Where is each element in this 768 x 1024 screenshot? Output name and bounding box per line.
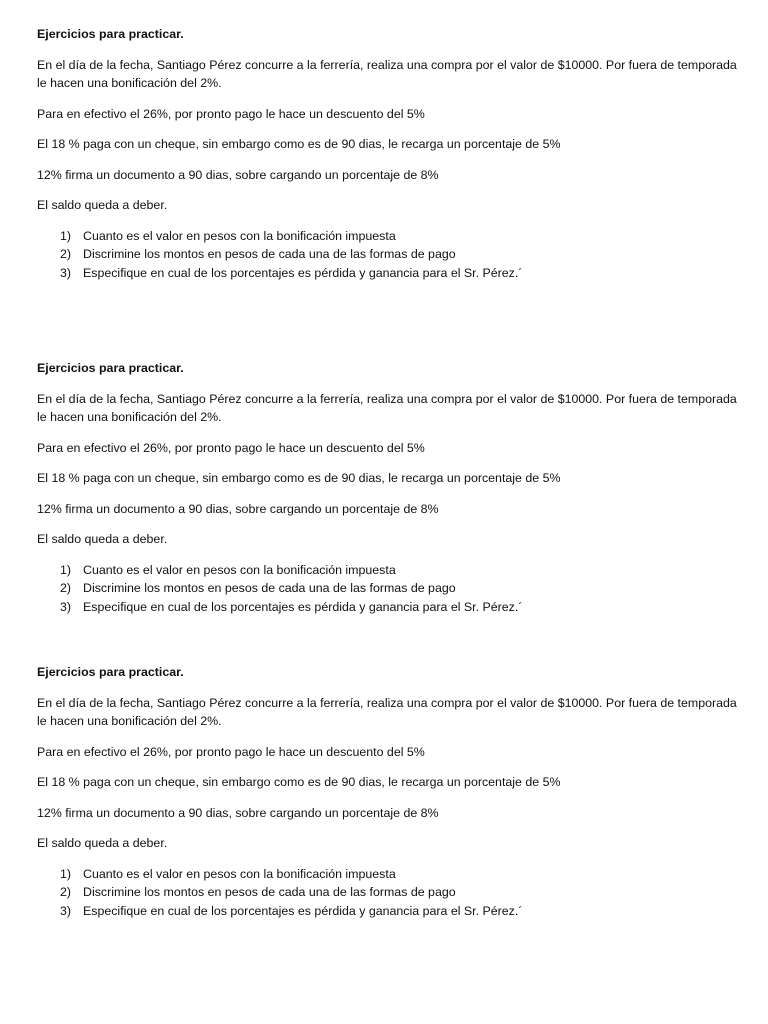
- exercise-intro-paragraph: En el día de la fecha, Santiago Pérez concurre a la ferrería, realiza una compra por el valor de $10000. Por fuera de temporada le hacen una bonificación del 2%.: [37, 391, 737, 424]
- question-number: 3): [60, 599, 72, 614]
- question-text: Cuanto es el valor en pesos con la bonificación impuesta: [83, 562, 396, 577]
- question-item: [37, 561, 737, 580]
- exercise-title: Ejercicios para practicar.: [37, 665, 184, 679]
- question-item: [37, 883, 737, 902]
- question-number: 3): [60, 903, 72, 918]
- question-number: 3): [60, 265, 72, 280]
- exercise-document-paragraph: 12% firma un documento a 90 dias, sobre cargando un porcentaje de 8%: [37, 501, 439, 516]
- exercise-title: Ejercicios para practicar.: [37, 27, 184, 41]
- exercise-balance-paragraph: El saldo queda a deber.: [37, 836, 168, 850]
- question-text: Discrimine los montos en pesos de cada una de las formas de pago: [83, 247, 456, 261]
- exercise-balance-paragraph: El saldo queda a deber.: [37, 532, 168, 546]
- exercise-block-3: [37, 663, 737, 920]
- exercise-document-paragraph: 12% firma un documento a 90 dias, sobre cargando un porcentaje de 8%: [37, 167, 439, 182]
- exercise-balance-paragraph: El saldo queda a deber.: [37, 198, 168, 212]
- question-text: Cuanto es el valor en pesos con la bonificación impuesta: [83, 866, 396, 881]
- question-text: Especifique en cual de los porcentajes es pérdida y ganancia para el Sr. Pérez.´: [83, 903, 523, 918]
- question-text: Especifique en cual de los porcentajes es pérdida y ganancia para el Sr. Pérez.´: [83, 265, 523, 280]
- question-text: Discrimine los montos en pesos de cada una de las formas de pago: [83, 581, 456, 595]
- question-list: [37, 865, 737, 921]
- question-number: 1): [60, 562, 72, 577]
- question-list: [37, 227, 737, 283]
- exercise-check-paragraph: El 18 % paga con un cheque, sin embargo como es de 90 dias, le recarga un porcentaje de 5%: [37, 471, 561, 485]
- exercise-intro-paragraph: En el día de la fecha, Santiago Pérez concurre a la ferrería, realiza una compra por el valor de $10000. Por fuera de temporada le hacen una bonificación del 2%.: [37, 57, 737, 90]
- question-item: [37, 579, 737, 598]
- question-item: [37, 598, 737, 617]
- question-list: [37, 561, 737, 617]
- question-item: [37, 245, 737, 264]
- question-text: Especifique en cual de los porcentajes es pérdida y ganancia para el Sr. Pérez.´: [83, 599, 523, 614]
- question-number: 2): [60, 581, 72, 595]
- question-item: [37, 902, 737, 921]
- question-item: [37, 865, 737, 884]
- question-number: 2): [60, 247, 72, 261]
- exercise-check-paragraph: El 18 % paga con un cheque, sin embargo como es de 90 dias, le recarga un porcentaje de 5%: [37, 137, 561, 151]
- exercise-cash-paragraph: Para en efectivo el 26%, por pronto pago le hace un descuento del 5%: [37, 744, 425, 759]
- question-item: [37, 264, 737, 283]
- question-text: Discrimine los montos en pesos de cada una de las formas de pago: [83, 885, 456, 899]
- exercise-cash-paragraph: Para en efectivo el 26%, por pronto pago le hace un descuento del 5%: [37, 440, 425, 455]
- exercise-block-1: [37, 25, 737, 282]
- question-number: 2): [60, 885, 72, 899]
- question-item: [37, 227, 737, 246]
- exercise-check-paragraph: El 18 % paga con un cheque, sin embargo como es de 90 dias, le recarga un porcentaje de 5%: [37, 775, 561, 789]
- question-text: Cuanto es el valor en pesos con la bonificación impuesta: [83, 228, 396, 243]
- exercise-cash-paragraph: Para en efectivo el 26%, por pronto pago le hace un descuento del 5%: [37, 106, 425, 121]
- exercise-intro-paragraph: En el día de la fecha, Santiago Pérez concurre a la ferrería, realiza una compra por el valor de $10000. Por fuera de temporada le hacen una bonificación del 2%.: [37, 695, 737, 728]
- exercise-title: Ejercicios para practicar.: [37, 361, 184, 375]
- question-number: 1): [60, 866, 72, 881]
- exercise-block-2: [37, 359, 737, 616]
- exercise-document-paragraph: 12% firma un documento a 90 dias, sobre cargando un porcentaje de 8%: [37, 805, 439, 820]
- question-number: 1): [60, 228, 72, 243]
